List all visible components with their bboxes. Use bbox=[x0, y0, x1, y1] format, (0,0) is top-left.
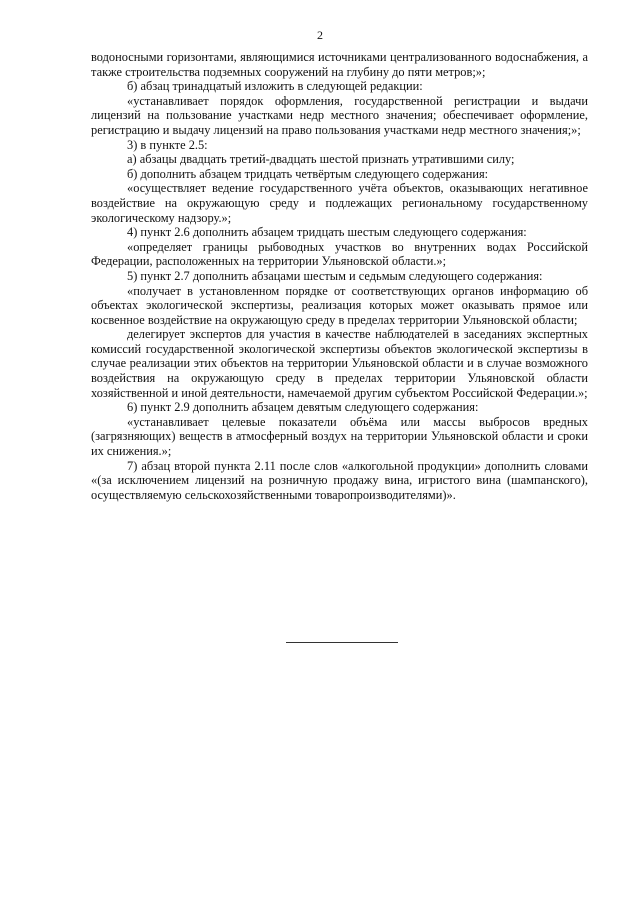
paragraph-item-3-heading: 3) в пункте 2.5: bbox=[127, 137, 208, 152]
end-separator-line bbox=[286, 642, 398, 643]
document-body bbox=[91, 50, 588, 502]
paragraph-quote-state-accounting: «осуществляет ведение государственного учёта объектов, оказывающих негативное воздействие на окружающую среду и подлежащих региональному государственному экологическому надзору.»; bbox=[91, 181, 588, 225]
paragraph-item-7: 7) абзац второй пункта 2.11 после слов «алкогольной продукции» дополнить словами «(за исключением лицензий на розничную продажу вина, игристого вина (шампанского), осуществляемую сельскохозяйственными товаропроизводителями)». bbox=[91, 458, 588, 502]
page-number: 2 bbox=[317, 28, 323, 42]
paragraph-item-3a: а) абзацы двадцать третий-двадцать шестой признать утратившими силу; bbox=[127, 152, 515, 167]
paragraph-item-5: 5) пункт 2.7 дополнить абзацами шестым и седьмым следующего содержания: bbox=[127, 268, 543, 283]
paragraph-quote-emission-targets: «устанавливает целевые показатели объёма или массы выбросов вредных (загрязняющих) веществ в атмосферный воздух на территории Ульяновской области и сроки их снижения.»; bbox=[91, 414, 588, 459]
paragraph-quote-ecological-expertise-info: «получает в установленном порядке от соответствующих органов информацию об объектах экологической экспертизы, реализация которых может оказывать прямое или косвенное воздействие на окружающую среду в пределах территории Ульяновской области; bbox=[91, 283, 588, 327]
paragraph-item-3b: б) дополнить абзацем тридцать четвёртым следующего содержания: bbox=[127, 166, 489, 181]
paragraph-item-4: 4) пункт 2.6 дополнить абзацем тридцать шестым следующего содержания: bbox=[127, 225, 527, 240]
paragraph-quote-delegates-experts: делегирует экспертов для участия в качестве наблюдателей в заседаниях экспертных комиссий государственной экологической экспертизы объектов экологической экспертизы в случае реализации этих объектов на территории Ульяновской области и в случае возможного воздействия на окружающую среду в пределах территории Ульяновской области хозяйственной и иной деятельности, намечаемой другим субъектом Российской Федерации.»; bbox=[91, 327, 588, 400]
paragraph-continuation: водоносными горизонтами, являющимися источниками централизованного водоснабжения, а также строительства подземных сооружений на глубину до пяти метров;»; bbox=[91, 50, 588, 79]
paragraph-quote-subsoil-licenses: «устанавливает порядок оформления, государственной регистрации и выдачи лицензий на пользование участками недр местного значения; обеспечивает оформление, регистрацию и выдачу лицензий на право пользования участками недр местного значения;»; bbox=[91, 93, 588, 137]
paragraph-quote-fish-breeding: «определяет границы рыбоводных участков во внутренних водах Российской Федерации, расположенных на территории Ульяновской области.»; bbox=[91, 239, 588, 269]
paragraph-item-b-heading: б) абзац тринадцатый изложить в следующей редакции: bbox=[127, 79, 423, 94]
paragraph-item-6: 6) пункт 2.9 дополнить абзацем девятым следующего содержания: bbox=[127, 400, 479, 415]
